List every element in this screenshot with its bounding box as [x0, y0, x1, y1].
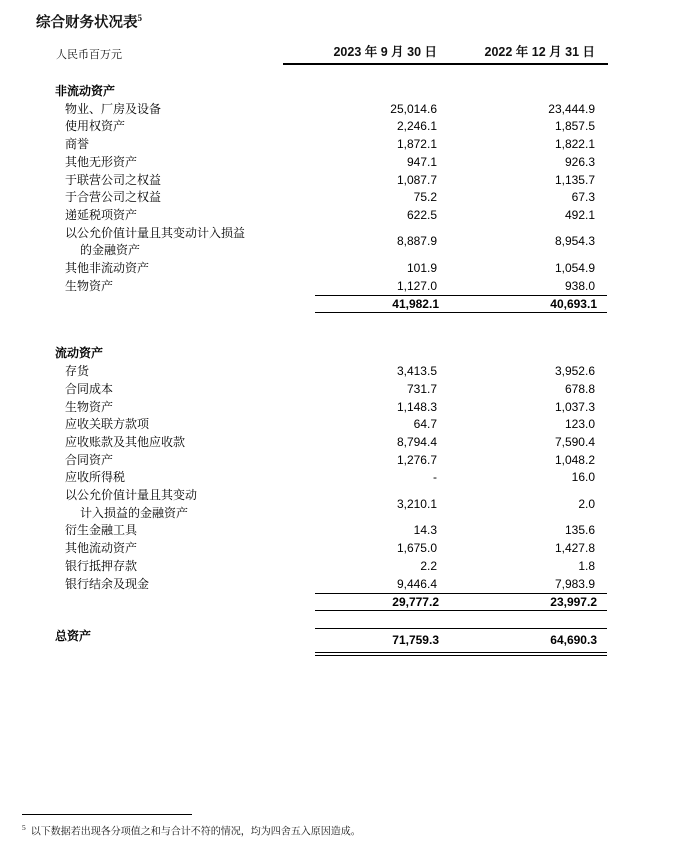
- row-label-line-2: 的金融资产: [80, 243, 141, 258]
- value-2023: 64.7: [413, 417, 437, 432]
- title-footnote-ref: 5: [137, 13, 142, 23]
- value-2022: 3,952.6: [554, 364, 595, 379]
- value-2022: 1,054.9: [554, 261, 595, 276]
- summary-values: [315, 295, 607, 313]
- column-headers: [283, 42, 608, 65]
- value-2023: 1,276.7: [396, 452, 437, 467]
- table-rows: [53, 83, 608, 656]
- value-2022: 678.8: [564, 381, 595, 396]
- row-label: 物业、厂房及设备: [65, 101, 162, 116]
- value-2023: 731.7: [406, 381, 437, 396]
- summary-values: [315, 593, 607, 611]
- row-label: 应收关联方款项: [65, 417, 150, 432]
- table-row: [53, 225, 608, 260]
- row-label: 总资产: [55, 629, 92, 644]
- value-2023: 3,210.1: [396, 496, 437, 511]
- table-row: [53, 101, 608, 119]
- value-2022: 1,427.8: [554, 541, 595, 556]
- row-label: 银行抵押存款: [65, 558, 138, 573]
- table-row: [53, 399, 608, 417]
- row-label: 合同成本: [65, 381, 114, 396]
- value-2023: 1,087.7: [396, 172, 437, 187]
- row-label: 生物资产: [65, 399, 114, 414]
- financial-position-table: [53, 42, 608, 656]
- value-2022: 40,693.1: [550, 297, 597, 312]
- section-header-row: [53, 345, 608, 363]
- row-label: 其他流动资产: [65, 541, 138, 556]
- value-2023: 1,675.0: [396, 541, 437, 556]
- value-2022: 938.0: [564, 278, 595, 293]
- value-2022: 1,048.2: [554, 452, 595, 467]
- table-row: [53, 452, 608, 470]
- column-header-2023: 2023 年 9 月 30 日: [333, 45, 437, 59]
- value-2023: 71,759.3: [392, 633, 439, 648]
- value-2022: 1,135.7: [554, 172, 595, 187]
- value-2023: 29,777.2: [392, 595, 439, 610]
- value-2022: 123.0: [564, 417, 595, 432]
- table-row: [53, 381, 608, 399]
- value-2023: 101.9: [406, 261, 437, 276]
- row-spacer: [53, 611, 608, 628]
- value-2023: 3,413.5: [396, 364, 437, 379]
- footnote-text: 以下数据若出现各分项值之和与合计不符的情况，均为四舍五入原因造成。: [30, 826, 361, 838]
- table-row: [53, 540, 608, 558]
- row-label: 应收账款及其他应收款: [65, 434, 186, 449]
- subtotal-row: [53, 593, 608, 611]
- value-2023: 1,148.3: [396, 399, 437, 414]
- row-label: 使用权资产: [65, 119, 126, 134]
- table-row: [53, 154, 608, 172]
- table-row: [53, 576, 608, 594]
- unit-label: 人民币百万元: [56, 49, 122, 61]
- row-label: 商誉: [65, 137, 90, 152]
- value-2023: 14.3: [413, 523, 437, 538]
- table-row: [53, 207, 608, 225]
- table-row: [53, 522, 608, 540]
- value-2022: 926.3: [564, 154, 595, 169]
- value-2022: 1,857.5: [554, 119, 595, 134]
- value-2023: 9,446.4: [396, 576, 437, 591]
- value-2023: -: [433, 470, 437, 485]
- section-header-row: [53, 83, 608, 101]
- row-label: 应收所得税: [65, 470, 126, 485]
- row-label: [53, 487, 283, 522]
- value-2023: 41,982.1: [392, 297, 439, 312]
- value-2023: 947.1: [406, 154, 437, 169]
- value-2022: 8,954.3: [554, 234, 595, 249]
- value-2023: 1,872.1: [396, 137, 437, 152]
- table-row: [53, 469, 608, 487]
- value-2022: 2.0: [578, 496, 595, 511]
- value-2023: 75.2: [413, 190, 437, 205]
- summary-values: [315, 628, 607, 656]
- row-label-line-2: 计入损益的金融资产: [80, 505, 189, 520]
- table-row: [53, 487, 608, 522]
- row-label: [53, 225, 283, 260]
- value-2022: 23,997.2: [550, 595, 597, 610]
- value-2022: 7,983.9: [554, 576, 595, 591]
- value-2023: 2.2: [420, 558, 437, 573]
- row-label: 衍生金融工具: [65, 523, 138, 538]
- page-title: [36, 8, 142, 33]
- table-row: [53, 558, 608, 576]
- row-label: 于联营公司之权益: [65, 172, 162, 187]
- row-label: 存货: [65, 364, 90, 379]
- row-label: 其他无形资产: [65, 154, 138, 169]
- value-2022: 135.6: [564, 523, 595, 538]
- table-row: [53, 260, 608, 278]
- value-2022: 1,037.3: [554, 399, 595, 414]
- value-2022: 64,690.3: [550, 633, 597, 648]
- row-spacer: [53, 313, 608, 345]
- value-2023: 25,014.6: [390, 101, 437, 116]
- column-header-2022: 2022 年 12 月 31 日: [484, 45, 595, 59]
- value-2023: 8,887.9: [396, 234, 437, 249]
- section-label: 流动资产: [55, 346, 104, 361]
- value-2022: 23,444.9: [548, 101, 595, 116]
- footnote: [22, 820, 672, 839]
- row-label: 递延税项资产: [65, 207, 138, 222]
- value-2023: 622.5: [406, 207, 437, 222]
- table-row: [53, 172, 608, 190]
- row-label: 生物资产: [65, 278, 114, 293]
- grand-total-row: [53, 628, 608, 656]
- page-title-text: 综合财务状况表: [36, 14, 138, 31]
- table-row: [53, 136, 608, 154]
- value-2022: 67.3: [571, 190, 595, 205]
- row-label-line-1: 以公允价值计量且其变动计入损益: [65, 225, 246, 240]
- table-row: [53, 363, 608, 381]
- value-2022: 7,590.4: [554, 434, 595, 449]
- table-row: [53, 189, 608, 207]
- value-2022: 1,822.1: [554, 137, 595, 152]
- table-row: [53, 416, 608, 434]
- section-label: 非流动资产: [55, 84, 116, 98]
- row-label-line-1: 以公允价值计量且其变动: [65, 488, 198, 503]
- value-2022: 1.8: [578, 558, 595, 573]
- table-header-row: [53, 42, 608, 65]
- value-2022: 492.1: [564, 207, 595, 222]
- value-2023: 1,127.0: [396, 278, 437, 293]
- table-row: [53, 118, 608, 136]
- footnote-marker: 5: [22, 823, 26, 832]
- subtotal-row: [53, 295, 608, 313]
- table-row: [53, 434, 608, 452]
- footnote-divider: [22, 814, 192, 815]
- row-label: 合同资产: [65, 452, 114, 467]
- value-2022: 16.0: [571, 470, 595, 485]
- value-2023: 8,794.4: [396, 434, 437, 449]
- row-label: 银行结余及现金: [65, 576, 150, 591]
- table-row: [53, 278, 608, 296]
- row-label: 其他非流动资产: [65, 261, 150, 276]
- row-label: 于合营公司之权益: [65, 190, 162, 205]
- value-2023: 2,246.1: [396, 119, 437, 134]
